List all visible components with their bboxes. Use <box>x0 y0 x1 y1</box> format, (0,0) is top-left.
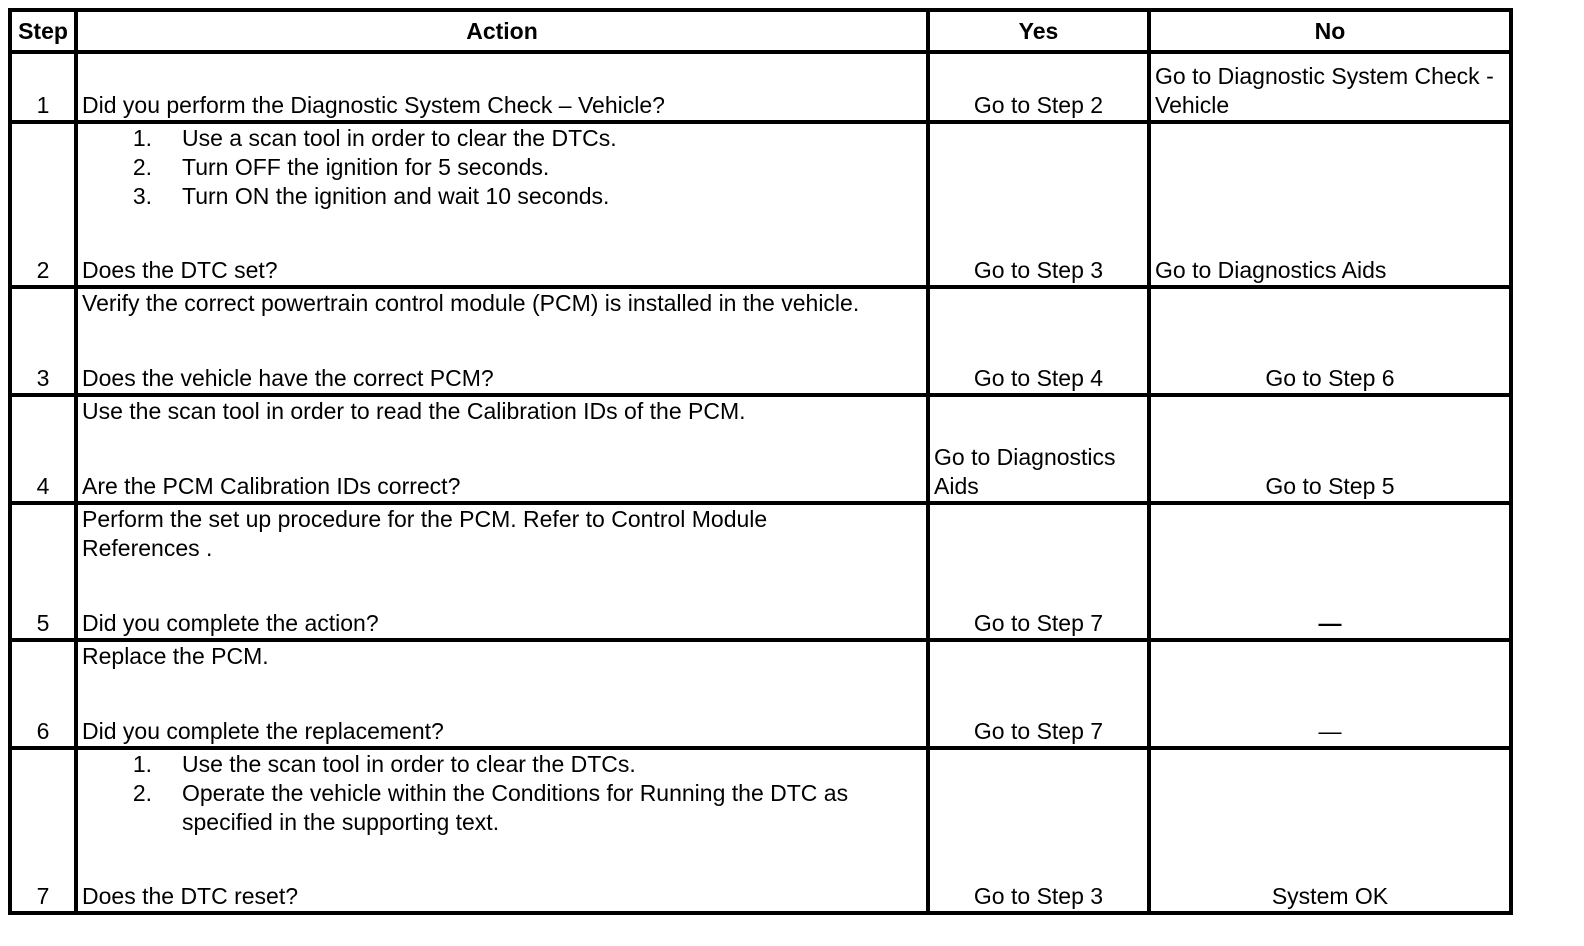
action-question: Does the DTC set? <box>82 257 278 283</box>
action-cell <box>76 52 928 122</box>
no-cell: — <box>1149 640 1511 748</box>
action-cell <box>76 748 928 913</box>
yes-cell: Go to Step 4 <box>928 287 1149 395</box>
action-statement: Perform the set up procedure for the PCM. Refer to Control Module References . <box>82 506 768 561</box>
no-cell: Go to Step 6 <box>1149 287 1511 395</box>
list-item: 2. Turn OFF the ignition for 5 seconds. <box>132 154 550 180</box>
yes-cell: Go to Step 7 <box>928 640 1149 748</box>
yes-cell: Go to Step 7 <box>928 503 1149 640</box>
list-item: 3. Turn ON the ignition and wait 10 seconds. <box>132 183 610 209</box>
header-row <box>10 10 1511 52</box>
table-row <box>10 395 1511 503</box>
action-cell <box>76 640 928 748</box>
action-question: Does the vehicle have the correct PCM? <box>82 365 494 391</box>
step-number: 5 <box>10 503 76 640</box>
table-row <box>10 52 1511 122</box>
diagnostic-table <box>8 8 1513 915</box>
table-row <box>10 748 1511 913</box>
yes-cell: Go to Step 2 <box>928 52 1149 122</box>
table-row <box>10 287 1511 395</box>
action-statement: Replace the PCM. <box>82 643 269 669</box>
no-cell: Go to Step 5 <box>1149 395 1511 503</box>
step-number: 6 <box>10 640 76 748</box>
no-cell: Go to Diagnostic System Check - Vehicle <box>1149 52 1511 122</box>
step-number: 3 <box>10 287 76 395</box>
no-cell: System OK <box>1149 748 1511 913</box>
action-statement: Did you perform the Diagnostic System Check – Vehicle? <box>82 92 665 118</box>
action-steps <box>82 124 922 211</box>
list-item: 1. Use the scan tool in order to clear the DTCs. <box>132 751 636 777</box>
table-row <box>10 503 1511 640</box>
table-row <box>10 122 1511 287</box>
table-row <box>10 640 1511 748</box>
yes-cell: Go to Step 3 <box>928 748 1149 913</box>
step-number: 1 <box>10 52 76 122</box>
header-action: Action <box>76 10 928 52</box>
list-item: 2. Operate the vehicle within the Conditions for Running the DTC as specified in the supporting text. <box>132 780 849 835</box>
yes-cell: Go to Step 3 <box>928 122 1149 287</box>
action-cell <box>76 287 928 395</box>
step-number: 7 <box>10 748 76 913</box>
header-yes: Yes <box>928 10 1149 52</box>
action-cell <box>76 503 928 640</box>
step-number: 2 <box>10 122 76 287</box>
no-cell: — <box>1149 503 1511 640</box>
action-cell <box>76 395 928 503</box>
action-question: Does the DTC reset? <box>82 883 299 909</box>
action-cell <box>76 122 928 287</box>
header-step: Step <box>10 10 76 52</box>
header-no: No <box>1149 10 1511 52</box>
action-steps <box>82 750 922 837</box>
list-item: 1. Use a scan tool in order to clear the DTCs. <box>132 125 617 151</box>
action-question: Did you complete the replacement? <box>82 718 444 744</box>
no-cell: Go to Diagnostics Aids <box>1149 122 1511 287</box>
yes-cell: Go to Diagnostics Aids <box>928 395 1149 503</box>
step-number: 4 <box>10 395 76 503</box>
action-question: Did you complete the action? <box>82 610 379 636</box>
action-statement: Use the scan tool in order to read the Calibration IDs of the PCM. <box>82 398 746 424</box>
action-statement: Verify the correct powertrain control module (PCM) is installed in the vehicle. <box>82 290 860 316</box>
action-question: Are the PCM Calibration IDs correct? <box>82 473 461 499</box>
